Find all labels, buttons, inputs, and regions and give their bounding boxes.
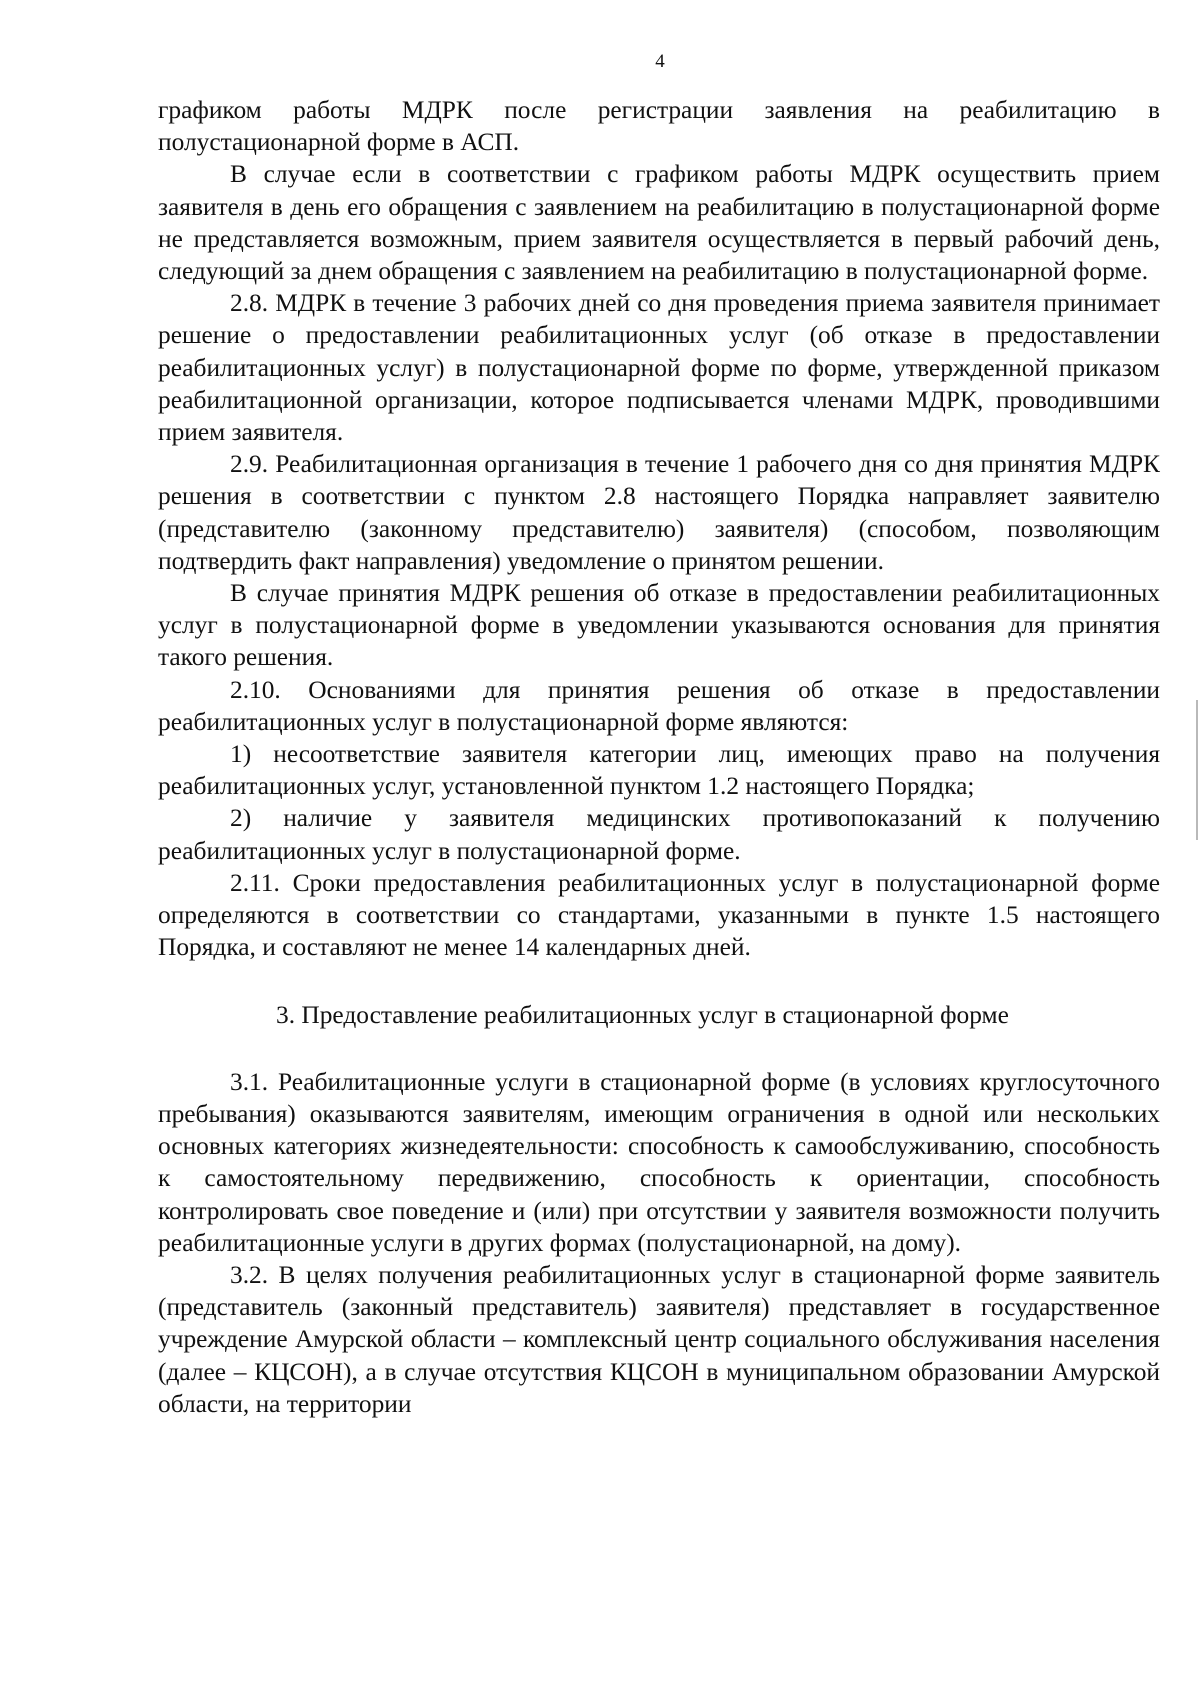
paragraph-2-8: 2.8. МДРК в течение 3 рабочих дней со дня проведения приема заявителя принимает решение о предоставлении реабилитационных услуг (об отказе в предоставлении реабилитационных услуг) в полустационарной форме по форме, утвержденной приказом реабилитационной организации, которое подписывается членами МДРК, проводившими прием заявителя.: [158, 289, 1160, 447]
paragraph-3-1: 3.1. Реабилитационные услуги в стационарной форме (в условиях круглосуточного пребывания) оказываются заявителям, имеющим ограничения в одной или нескольких основных категориях жизнедеятельности: способность к самообслуживанию, способность к самостоятельному передвижению, способность к ориентации, способность контролировать свое поведение и (или) при отсутствии у заявителя возможности получить реабилитационные услуги в других формах (полустационарной, на дому).: [158, 1067, 1160, 1257]
list-item-1: 1) несоответствие заявителя категории лиц, имеющих право на получения реабилитационных услуг, установленной пунктом 1.2 настоящего Порядка;: [158, 740, 1160, 801]
document-body: [158, 94, 1160, 1420]
list-item-2: 2) наличие у заявителя медицинских противопоказаний к получению реабилитационных услуг в полустационарной форме.: [158, 804, 1160, 865]
paragraph-2-9: 2.9. Реабилитационная организация в течение 1 рабочего дня со дня принятия МДРК решения в соответствии с пунктом 2.8 настоящего Порядка направляет заявителю (представителю (законному представителю) заявителя) (способом, позволяющим подтвердить факт направления) уведомление о принятом решении.: [158, 450, 1160, 575]
paragraph-2-11: 2.11. Сроки предоставления реабилитационных услуг в полустационарной форме определяются в соответствии со стандартами, указанными в пункте 1.5 настоящего Порядка, и составляют не менее 14 календарных дней.: [158, 868, 1160, 962]
paragraph-continuation: графиком работы МДРК после регистрации заявления на реабилитацию в полустационарной форме в АСП.: [158, 96, 1160, 157]
page-number: 4: [655, 51, 665, 72]
paragraph-refusal-notice: В случае принятия МДРК решения об отказе в предоставлении реабилитационных услуг в полустационарной форме в уведомлении указываются основания для принятия такого решения.: [158, 579, 1160, 672]
scan-edge-mark: [1196, 700, 1198, 840]
paragraph-3-2: 3.2. В целях получения реабилитационных услуг в стационарной форме заявитель (представитель (законный представитель) заявителя) представляет в государственное учреждение Амурской области – комплексный центр социального обслуживания населения (далее – КЦСОН), а в случае отсутствия КЦСОН в муниципальном образовании Амурской области, на территории: [158, 1260, 1160, 1418]
paragraph-reception-schedule: В случае если в соответствии с графиком работы МДРК осуществить прием заявителя в день его обращения с заявлением на реабилитацию в полустационарной форме не представляется возможным, прием заявителя осуществляется в первый рабочий день, следующий за днем обращения с заявлением на реабилитацию в полустационарной форме.: [158, 160, 1160, 286]
section-heading: 3. Предоставление реабилитационных услуг в стационарной форме: [276, 1001, 1009, 1030]
paragraph-2-10: 2.10. Основаниями для принятия решения об отказе в предоставлении реабилитационных услуг в полустационарной форме являются:: [158, 675, 1160, 736]
